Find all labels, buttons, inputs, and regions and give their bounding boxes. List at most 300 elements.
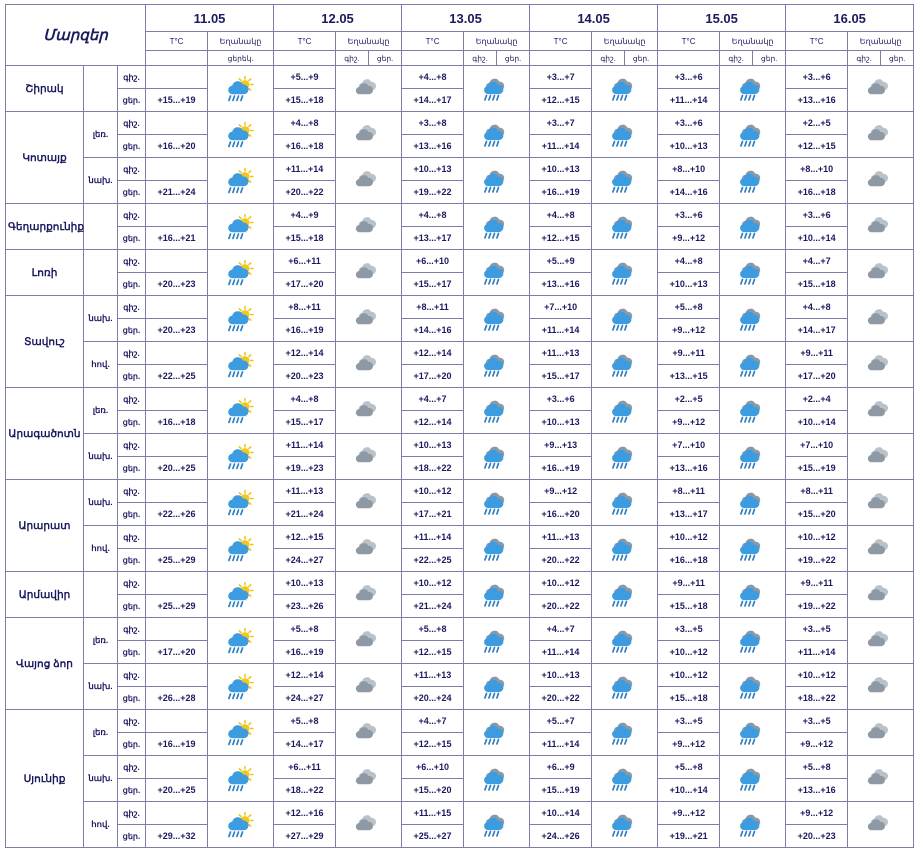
temperature-value: +11...+13 [530,526,592,549]
temperature-value: +2...+5 [658,388,720,411]
temp-header-4: T°C [658,32,720,51]
zone-label: նախ. [84,158,118,204]
temperature-value: +20...+23 [146,319,208,342]
daypart-label: գիշ. [118,250,146,273]
daypart-label: գիշ. [118,296,146,319]
temperature-value: +24...+26 [530,825,592,848]
date-header-0: 11.05 [146,5,274,32]
temperature-value: +10...+13 [402,434,464,457]
daypart-label: ցեր. [118,135,146,158]
temperature-value [146,480,208,503]
daypart-label: գիշ. [118,66,146,89]
table-row [6,112,914,135]
cloud-icon [336,112,402,158]
temperature-value: +16...+19 [146,733,208,756]
daypart-label: գիշ. [118,158,146,181]
cloud-rain-icon [592,526,658,572]
cloud-icon [336,204,402,250]
temperature-value: +16...+18 [786,181,848,204]
temperature-value: +7...+10 [658,434,720,457]
temperature-value [146,66,208,89]
cloud-rain-icon [464,388,530,434]
temperature-value: +9...+11 [786,572,848,595]
sun-rain-icon [208,756,274,802]
forecast-table [5,4,914,848]
temperature-value: +13...+16 [658,457,720,480]
temperature-value: +11...+14 [530,641,592,664]
region-name: Կոտայք [6,112,84,204]
temperature-value: +10...+14 [658,779,720,802]
cloud-icon [848,572,914,618]
weather-header-2: Եղանակը [464,32,530,51]
temperature-value: +25...+29 [146,595,208,618]
temperature-value: +3...+5 [786,618,848,641]
cloud-icon [848,710,914,756]
temperature-value: +14...+17 [786,319,848,342]
daypart-label: գիշ. [118,572,146,595]
cloud-icon [848,296,914,342]
temperature-value: +9...+12 [658,802,720,825]
cloud-icon [336,66,402,112]
temperature-value: +11...+14 [274,434,336,457]
cloud-rain-icon [720,296,786,342]
temperature-value: +11...+14 [274,158,336,181]
temperature-value: +12...+14 [402,342,464,365]
cloud-rain-icon [720,618,786,664]
temperature-value: +20...+22 [530,595,592,618]
zone-label: նախ. [84,434,118,480]
temperature-value: +3...+8 [402,112,464,135]
temperature-value: +5...+8 [658,296,720,319]
temperature-value [146,342,208,365]
temperature-value [146,756,208,779]
daypart-label: ցեր. [118,457,146,480]
day-header-5: ցեր. [881,51,914,66]
temperature-value: +9...+12 [786,802,848,825]
daypart-header-0: ցերեկ. [208,51,274,66]
table-row [6,434,914,457]
day-header-4: ցեր. [753,51,786,66]
daypart-label: ցեր. [118,825,146,848]
zone-label: լեռ. [84,112,118,158]
zone-label [84,572,118,618]
temperature-value: +11...+13 [402,664,464,687]
temperature-value: +9...+13 [530,434,592,457]
night-header-1: գիշ. [336,51,369,66]
daypart-label: ցեր. [118,319,146,342]
temperature-value: +11...+14 [530,733,592,756]
temperature-value: +13...+17 [658,503,720,526]
cloud-icon [848,66,914,112]
temperature-value: +3...+5 [786,710,848,733]
cloud-rain-icon [592,664,658,710]
spacer-temp-1 [274,51,336,66]
cloud-rain-icon [464,572,530,618]
date-header-1: 12.05 [274,5,402,32]
temperature-value: +3...+6 [658,66,720,89]
temperature-value: +20...+22 [530,687,592,710]
cloud-rain-icon [464,434,530,480]
cloud-icon [336,526,402,572]
weather-header-3: Եղանակը [592,32,658,51]
temperature-value: +4...+7 [786,250,848,273]
cloud-rain-icon [464,526,530,572]
temperature-value: +20...+22 [530,549,592,572]
sun-rain-icon [208,388,274,434]
temperature-value: +10...+13 [658,135,720,158]
temperature-value: +9...+12 [530,480,592,503]
temperature-value: +17...+20 [274,273,336,296]
temperature-value: +16...+19 [274,641,336,664]
temperature-value: +15...+18 [274,227,336,250]
temperature-value: +12...+15 [402,733,464,756]
temperature-value: +8...+10 [658,158,720,181]
cloud-rain-icon [592,710,658,756]
temperature-value: +9...+12 [658,411,720,434]
daypart-label: ցեր. [118,549,146,572]
temperature-value: +21...+24 [274,503,336,526]
region-name: Արարատ [6,480,84,572]
temperature-value: +20...+23 [786,825,848,848]
cloud-rain-icon [720,572,786,618]
sun-rain-icon [208,480,274,526]
temperature-value: +11...+14 [402,526,464,549]
date-header-3: 14.05 [530,5,658,32]
temperature-value: +9...+11 [658,342,720,365]
zone-label: հով. [84,342,118,388]
temperature-value: +19...+23 [274,457,336,480]
temperature-value [146,388,208,411]
temperature-value: +26...+28 [146,687,208,710]
table-row [6,572,914,595]
sun-rain-icon [208,250,274,296]
table-row [6,480,914,503]
temperature-value: +12...+14 [402,411,464,434]
temperature-value: +13...+16 [402,135,464,158]
table-header [6,5,914,66]
cloud-rain-icon [464,618,530,664]
temperature-value: +4...+8 [274,388,336,411]
weather-header-5: Եղանակը [848,32,914,51]
temperature-value: +16...+20 [146,135,208,158]
sun-rain-icon [208,802,274,848]
sun-rain-icon [208,572,274,618]
temp-header-2: T°C [402,32,464,51]
temperature-value: +13...+16 [786,89,848,112]
daypart-label: ցեր. [118,503,146,526]
temperature-value: +9...+11 [658,572,720,595]
cloud-rain-icon [464,296,530,342]
cloud-rain-icon [720,802,786,848]
temperature-value: +9...+12 [658,227,720,250]
zone-label [84,66,118,112]
cloud-icon [848,664,914,710]
cloud-rain-icon [720,710,786,756]
temperature-value: +11...+13 [530,342,592,365]
temperature-value: +10...+13 [530,158,592,181]
temperature-value: +4...+8 [402,204,464,227]
temperature-value: +5...+8 [658,756,720,779]
temperature-value: +3...+5 [658,710,720,733]
daypart-label: գիշ. [118,526,146,549]
temperature-value: +8...+10 [786,158,848,181]
temperature-value: +10...+13 [402,158,464,181]
daypart-label: գիշ. [118,710,146,733]
temperature-value: +11...+14 [786,641,848,664]
temperature-value: +6...+11 [274,250,336,273]
date-header-2: 13.05 [402,5,530,32]
cloud-rain-icon [464,250,530,296]
temperature-value: +19...+22 [786,549,848,572]
daypart-label: ցեր. [118,411,146,434]
temperature-value: +17...+20 [402,365,464,388]
spacer-temp-5 [786,51,848,66]
zone-label: նախ. [84,296,118,342]
sun-rain-icon [208,434,274,480]
temperature-value: +6...+11 [274,756,336,779]
temperature-value: +5...+8 [402,618,464,641]
region-name: Տավուշ [6,296,84,388]
cloud-icon [848,112,914,158]
cloud-rain-icon [592,572,658,618]
temperature-value: +5...+8 [274,710,336,733]
cloud-rain-icon [592,388,658,434]
temperature-value: +24...+27 [274,549,336,572]
temperature-value: +18...+22 [786,687,848,710]
cloud-icon [336,388,402,434]
temperature-value: +10...+12 [402,572,464,595]
temperature-value: +19...+21 [658,825,720,848]
cloud-rain-icon [720,756,786,802]
daypart-label: ցեր. [118,733,146,756]
temperature-value: +15...+18 [658,687,720,710]
temperature-value: +15...+18 [786,273,848,296]
table-row [6,342,914,365]
cloud-rain-icon [464,112,530,158]
daypart-label: գիշ. [118,480,146,503]
cloud-icon [848,250,914,296]
temperature-value: +16...+19 [530,457,592,480]
temperature-value: +10...+12 [658,664,720,687]
temperature-value: +8...+11 [274,296,336,319]
temperature-value: +6...+10 [402,250,464,273]
temperature-value: +10...+13 [658,273,720,296]
zone-label: նախ. [84,756,118,802]
temperature-value: +4...+9 [274,204,336,227]
region-name: Սյունիք [6,710,84,848]
temperature-value: +20...+23 [274,365,336,388]
daypart-label: գիշ. [118,112,146,135]
temperature-value: +16...+19 [274,319,336,342]
temperature-value: +3...+7 [530,112,592,135]
temperature-value: +15...+18 [274,89,336,112]
temperature-value: +4...+7 [402,710,464,733]
temperature-value [146,204,208,227]
sun-rain-icon [208,66,274,112]
spacer-temp-4 [658,51,720,66]
temperature-value: +12...+15 [274,526,336,549]
sun-rain-icon [208,112,274,158]
regions-header: Մարզեր [6,5,146,66]
temperature-value: +4...+8 [530,204,592,227]
temperature-value: +20...+22 [274,181,336,204]
cloud-rain-icon [592,434,658,480]
cloud-icon [848,434,914,480]
zone-label: լեռ. [84,710,118,756]
table-body [6,66,914,848]
table-row [6,526,914,549]
temperature-value: +10...+12 [786,526,848,549]
day-header-3: ցեր. [625,51,658,66]
region-name: Գեղարքունիք [6,204,84,250]
temperature-value: +14...+16 [402,319,464,342]
temperature-value: +4...+8 [274,112,336,135]
daypart-label: գիշ. [118,204,146,227]
temperature-value: +25...+27 [402,825,464,848]
cloud-rain-icon [592,204,658,250]
daypart-label: գիշ. [118,756,146,779]
temperature-value [146,572,208,595]
zone-label: լեռ. [84,388,118,434]
temperature-value: +13...+15 [658,365,720,388]
cloud-icon [336,572,402,618]
daypart-label: ցեր. [118,181,146,204]
zone-label [84,204,118,250]
cloud-rain-icon [720,158,786,204]
temperature-value: +20...+24 [402,687,464,710]
temperature-value: +13...+16 [786,779,848,802]
spacer-temp-0 [146,51,208,66]
temperature-value: +19...+22 [786,595,848,618]
temperature-value: +8...+11 [402,296,464,319]
temperature-value: +8...+11 [786,480,848,503]
temperature-value: +13...+16 [530,273,592,296]
temperature-value: +17...+20 [146,641,208,664]
table-row [6,802,914,825]
temperature-value: +11...+14 [658,89,720,112]
night-header-5: գիշ. [848,51,881,66]
table-row [6,66,914,89]
cloud-rain-icon [720,526,786,572]
cloud-rain-icon [464,204,530,250]
cloud-rain-icon [720,388,786,434]
temperature-value: +5...+8 [786,756,848,779]
cloud-icon [336,434,402,480]
daypart-label: գիշ. [118,664,146,687]
night-header-2: գիշ. [464,51,497,66]
temperature-value: +15...+20 [786,503,848,526]
temperature-value [146,802,208,825]
sun-rain-icon [208,158,274,204]
temperature-value: +19...+22 [402,181,464,204]
temperature-value: +10...+13 [530,411,592,434]
zone-label: հով. [84,526,118,572]
table-row [6,158,914,181]
temperature-value: +6...+10 [402,756,464,779]
temperature-value: +15...+19 [786,457,848,480]
temperature-value: +12...+14 [274,342,336,365]
temperature-value: +16...+18 [274,135,336,158]
cloud-rain-icon [464,158,530,204]
weather-header-0: Եղանակը [208,32,274,51]
region-name: Վայոց ձոր [6,618,84,710]
region-name: Արագածոտն [6,388,84,480]
cloud-icon [336,342,402,388]
temperature-value: +9...+12 [658,733,720,756]
cloud-rain-icon [592,480,658,526]
cloud-rain-icon [720,112,786,158]
temperature-value: +18...+22 [274,779,336,802]
temperature-value: +8...+11 [658,480,720,503]
temperature-value: +21...+24 [146,181,208,204]
cloud-icon [848,480,914,526]
daypart-label: գիշ. [118,434,146,457]
date-header-4: 15.05 [658,5,786,32]
temperature-value: +17...+21 [402,503,464,526]
temperature-value: +16...+18 [146,411,208,434]
temperature-value: +10...+12 [658,641,720,664]
temperature-value: +15...+20 [402,779,464,802]
daypart-label: ցեր. [118,595,146,618]
temperature-value: +11...+14 [530,319,592,342]
cloud-rain-icon [720,250,786,296]
temperature-value: +9...+12 [658,319,720,342]
temp-header-5: T°C [786,32,848,51]
temperature-value: +16...+20 [530,503,592,526]
forecast-page [0,4,910,841]
cloud-rain-icon [592,296,658,342]
temperature-value: +12...+15 [530,227,592,250]
table-row [6,664,914,687]
temperature-value: +10...+12 [402,480,464,503]
cloud-icon [336,480,402,526]
region-name: Լոռի [6,250,84,296]
cloud-rain-icon [464,342,530,388]
cloud-icon [848,342,914,388]
cloud-icon [336,296,402,342]
night-header-3: գիշ. [592,51,625,66]
temperature-value: +12...+15 [530,89,592,112]
temperature-value: +22...+25 [402,549,464,572]
zone-label: հով. [84,802,118,848]
temperature-value: +20...+25 [146,457,208,480]
cloud-rain-icon [720,66,786,112]
temperature-value: +11...+15 [402,802,464,825]
temperature-value [146,526,208,549]
spacer-temp-2 [402,51,464,66]
temperature-value: +10...+12 [530,572,592,595]
daypart-label: գիշ. [118,342,146,365]
temperature-value: +16...+18 [658,549,720,572]
cloud-icon [848,618,914,664]
night-header-4: գիշ. [720,51,753,66]
daypart-label: ցեր. [118,779,146,802]
cloud-icon [848,526,914,572]
daypart-label: ցեր. [118,365,146,388]
cloud-rain-icon [464,802,530,848]
temperature-value: +27...+29 [274,825,336,848]
temperature-value: +22...+26 [146,503,208,526]
cloud-rain-icon [720,204,786,250]
temperature-value: +20...+23 [146,273,208,296]
temperature-value: +9...+11 [786,342,848,365]
temperature-value: +14...+16 [658,181,720,204]
zone-label [84,250,118,296]
temperature-value: +23...+26 [274,595,336,618]
temperature-value: +13...+17 [402,227,464,250]
cloud-rain-icon [464,480,530,526]
temperature-value [146,618,208,641]
